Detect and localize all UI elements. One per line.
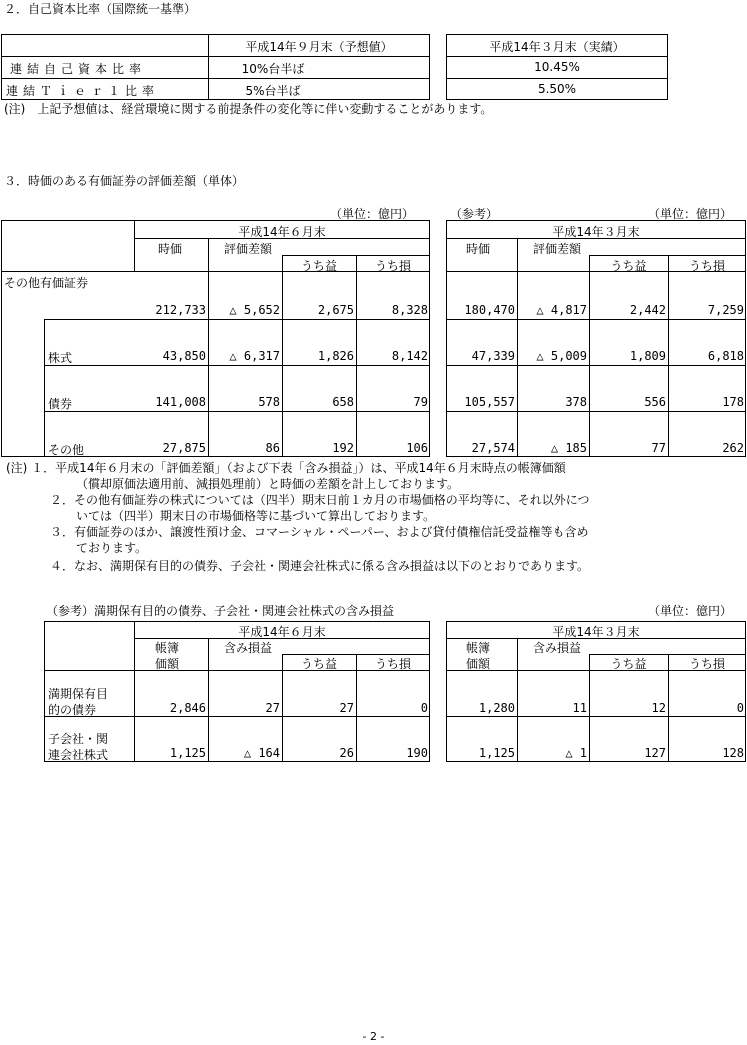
actual-value: 5.50% [537,82,577,96]
cell: △ 164 [243,746,280,760]
market-value-header: 時価 [158,242,183,256]
cell: △ 185 [550,441,587,455]
cell: 26 [339,746,354,760]
actual-header: 平成14年３月末（実績） [489,40,625,54]
row-label: 連結Ｔｉｅｒ１比率 [6,84,160,98]
note-line: ２．その他有価証券の株式については（四半）期末日前１カ月の市場価格の平均等に、それ以外につ [50,493,590,507]
valuation-diff-header: 評価差額 [224,242,273,256]
cell: 11 [572,701,587,715]
row-label: 連会社株式 [48,748,109,762]
unit-label: （単位：億円） [648,604,733,618]
cell: 578 [258,395,280,409]
unit-label: （単位：億円） [648,207,733,221]
unit-label: （単位：億円） [330,207,415,221]
note-line: いては（四半）期末日の市場価格等に基づいて算出しております。 [76,509,436,523]
cell: 128 [722,746,744,760]
cell: △ 5,652 [229,303,280,317]
actual-value: 10.45% [534,60,580,74]
note-line: ４．なお、満期保有目的の債券、子会社・関連会社株式に係る含み損益は以下のとおりであります。 [50,559,590,573]
cell: 190 [406,746,428,760]
cell: 86 [265,441,280,455]
cell: 79 [413,395,428,409]
cell: 1,826 [317,349,354,363]
row-label: 子会社・関 [48,732,109,746]
unrealized-table-reference [446,621,746,762]
cell: 1,809 [629,349,666,363]
period-header: 平成14年６月末 [238,625,326,639]
book-value-header: 価額 [466,657,491,671]
note-line: ております。 [76,541,148,555]
note-line: (注) １．平成14年６月末の「評価差額」（および下表「含み損益」）は、平成14年６月末時点の帳簿価額 [6,461,566,475]
cell: 105,557 [464,395,515,409]
cell: 1,125 [169,746,206,760]
row-label: 債券 [48,397,73,411]
cell: 141,008 [155,395,206,409]
cell: 8,328 [391,303,428,317]
period-header: 平成14年３月末 [552,625,640,639]
loss-header: うち損 [688,259,725,273]
cell: 8,142 [391,349,428,363]
cell: 0 [420,701,428,715]
valuation-diff-header: 評価差額 [533,242,582,256]
cell: 178 [722,395,744,409]
row-label: 満期保有目 [48,687,109,701]
cell: 47,339 [471,349,515,363]
book-value-header: 帳簿 [466,641,491,655]
cell: 2,442 [629,303,666,317]
cell: 658 [332,395,354,409]
loss-header: うち損 [688,657,725,671]
gain-header: うち益 [300,259,337,273]
gain-header: うち益 [300,657,337,671]
row-label: その他有価証券 [4,276,89,290]
section2-note: (注) 上記予想値は、経営環境に関する前提条件の変化等に伴い変動することがあります。 [4,102,493,116]
cell: 27 [339,701,354,715]
cell: 262 [722,441,744,455]
cell: 1,125 [478,746,515,760]
cell: 27,574 [471,441,515,455]
cell: 180,470 [464,303,515,317]
forecast-value: 5%台半ば [245,84,301,98]
cell: 77 [651,441,666,455]
row-label: 株式 [48,351,73,365]
market-value-header: 時価 [466,242,491,256]
note-line: ３．有価証券のほか、譲渡性預け金、コマーシャル・ペーパー、および貸付債権信託受益権等も含め [50,525,589,539]
cell: 106 [406,441,428,455]
cell: △ 4,817 [536,303,587,317]
row-label: その他 [48,443,85,457]
unrealized-header: 含み損益 [533,641,582,655]
forecast-value: 10%台半ば [241,62,305,76]
row-label: 的の債券 [48,703,97,717]
section2-title: ２．自己資本比率（国際統一基準） [4,2,197,16]
cell: △ 1 [565,746,587,760]
cell: 7,259 [707,303,744,317]
section4-title: （参考）満期保有目的の債券、子会社・関連会社株式の含み損益 [46,604,395,618]
cell: 27 [265,701,280,715]
loss-header: うち損 [374,657,411,671]
note-line: （償却原価法適用前、減損処理前）と時価の差額を計上しております。 [76,477,460,491]
cell: 192 [332,441,354,455]
unrealized-header: 含み損益 [224,641,273,655]
cell: △ 6,317 [229,349,280,363]
forecast-header: 平成14年９月末（予想値） [245,40,393,54]
section3-title: ３．時価のある有価証券の評価差額（単体） [4,174,245,188]
period-header: 平成14年３月末 [552,225,640,239]
cell: △ 5,009 [536,349,587,363]
cell: 127 [644,746,666,760]
cell: 27,875 [162,441,206,455]
book-value-header: 価額 [155,657,180,671]
cell: 212,733 [155,303,206,317]
cell: 2,675 [317,303,354,317]
book-value-header: 帳簿 [155,641,180,655]
cell: 6,818 [707,349,744,363]
period-header: 平成14年６月末 [238,225,326,239]
gain-header: うち益 [610,657,647,671]
cell: 2,846 [169,701,206,715]
page-number: - 2 - [362,1030,385,1043]
loss-header: うち損 [374,259,411,273]
cell: 12 [651,701,666,715]
cell: 378 [565,395,587,409]
gain-header: うち益 [610,259,647,273]
cell: 0 [736,701,744,715]
cell: 43,850 [162,349,206,363]
cell: 556 [644,395,666,409]
reference-label: （参考） [450,207,499,221]
cell: 1,280 [478,701,515,715]
row-label: 連結自己資本比率 [10,62,147,76]
